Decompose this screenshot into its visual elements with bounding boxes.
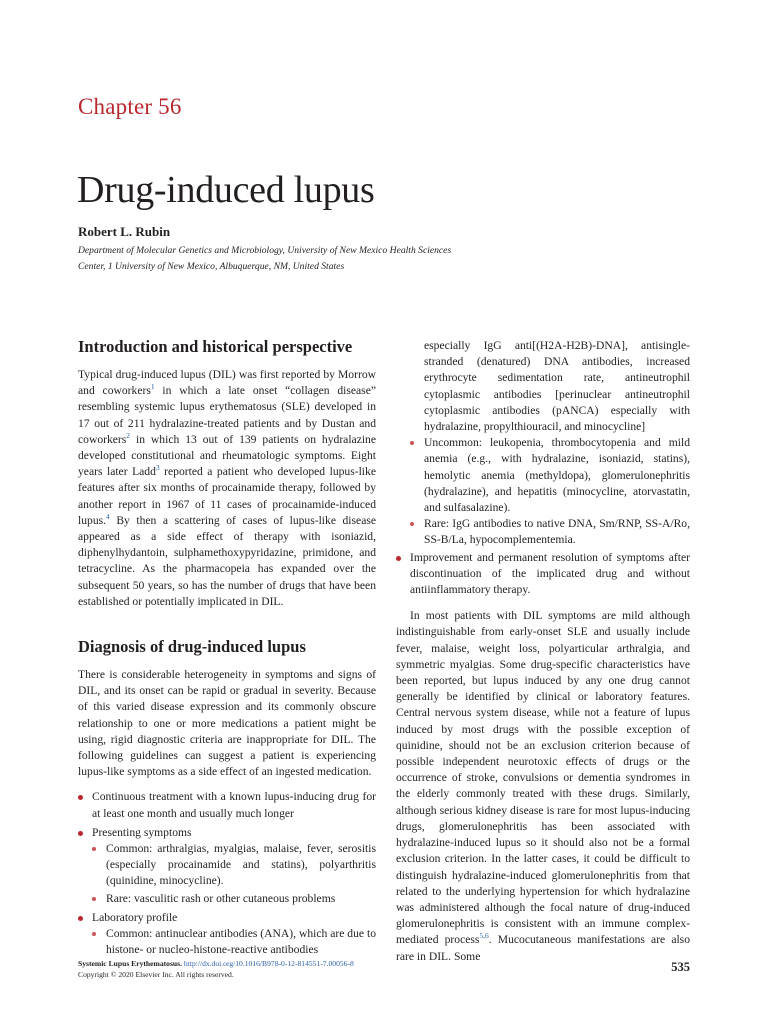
reference-link-4[interactable]: 4 — [106, 511, 110, 521]
sublist — [396, 435, 690, 548]
list-item: Improvement and permanent resolution of symptoms after discontinuation of the implicated drug and without antiinflammatory therapy. — [396, 550, 690, 599]
diagnosis-criteria-list-continued — [396, 550, 690, 599]
bullet-icon — [92, 897, 96, 901]
doi-link[interactable]: http://dx.doi.org/10.1016/B978-0-12-814551-7.00056-8 — [183, 959, 354, 968]
bullet-icon — [410, 441, 414, 445]
list-item: Uncommon: leukopenia, thrombocytopenia and mild anemia (e.g., with hydralazine, isoniazid, statins), hemolytic anemia (methyldopa), glomerulonephritis (hydralazine), and hepatitis (minocycline, atorvastatin, and sulfasalazine). — [410, 435, 690, 516]
article-title: Drug-induced lupus — [77, 169, 375, 211]
sublist — [92, 926, 376, 958]
list-item: Continuous treatment with a known lupus-inducing drug for at least one month and usually much longer — [78, 789, 376, 821]
reference-link-5-6[interactable]: 5,6 — [479, 931, 489, 941]
intro-paragraph: Typical drug-induced lupus (DIL) was first reported by Morrow and coworkers$^1$ in which a late onset “collagen disease” resembling systemic lupus erythematosus (SLE) developed in 17 out of 211 hydralazine-treated patients and by Dustan and coworkers$^2$ in which 13 out of 139 patients on hydralazine developed constitutional and rheumatologic symptoms. Eight years later Ladd$^3$ reported a patient who developed lupus-like features after six months of procainamide therapy, followed by another report in 1967 of 11 cases of procainamide-induced lupus.$^4$ By then a scattering of cases of lupus-like disease appeared as a side effect of therapy with isoniazid, diphenylhydantoin, sulphamethoxypyridazine, primidone, and tetracycline. As the pharmacopeia has expanded over the subsequent 50 years, so has the number of drugs that have been established or potentially implicated in DIL. — [78, 368, 376, 608]
diagnosis-criteria-list — [78, 789, 376, 958]
list-item: Rare: IgG antibodies to native DNA, Sm/RNP, SS-A/Ro, SS-B/La, hypocomplementemia. — [410, 516, 690, 548]
list-item: Common: antinuclear antibodies (ANA), which are due to histone- or nucleo-histone-reactive antibodies — [92, 926, 376, 958]
bullet-icon — [396, 556, 401, 561]
list-continuation — [396, 338, 690, 435]
list-item: Rare: vasculitic rash or other cutaneous problems — [92, 891, 376, 907]
list-item: Common: arthralgias, myalgias, malaise, fever, serositis (especially procainamide and statins), polyarthritis (quinidine, minocycline). — [92, 841, 376, 890]
affiliation-line-2: Center, 1 University of New Mexico, Albuquerque, NM, United States — [78, 261, 345, 272]
body-paragraph: In most patients with DIL symptoms are mild although indistinguishable from early-onset SLE and usually include fever, malaise, weight loss, polyarticular arthralgia, and symmetric myalgias. Some drug-specific characteristics have been reported, but lupus induced by any one drug cannot generally be identified by clinical or laboratory features. Central nervous system disease, while not a feature of lupus induced by most drugs with the possible exception of quinidine, should not be an exclusion criterion because of possible independent neurotoxic effects of drugs or the occurrence of stroke, convulsions or dementia syndromes in the elderly commonly treated with these drugs. Similarly, although serious kidney disease is rare for most lupus-inducing drugs, glomerulonephritis has been associated with hydralazine-induced lupus so it should also not be a formal exclusion criterion. In the latter cases, it could be difficult to distinguish hydralazine-induced glomerulonephritis from that related to the underlying hypertension for which hydralazine was administered although the focal nature of drug-induced glomerulonephritis is consistent with an immune complex-mediated process$^{5,6}$. Mucocutaneous manifestations are also rare in DIL. Some — [396, 609, 690, 963]
list-item: Laboratory profile Common: antinuclear antibodies (ANA), which are due to histone- or nucleo-histone-reactive antibodies — [78, 910, 376, 959]
list-continued-text: especially IgG anti[(H2A-H2B)-DNA], antisingle-stranded (denatured) DNA antibodies, increased erythrocyte sedimentation rate, antineutrophil cytoplasmic antibodies [perinuclear antineutrophil cytoplasmic antibodies (pANCA) especially with hydralazine, propylthiouracil, and minocycline] — [424, 339, 690, 434]
bullet-icon — [410, 522, 414, 526]
diagnosis-paragraph: There is considerable heterogeneity in symptoms and signs of DIL, and its onset can be rapid or gradual in severity. Because of this varied disease expression and its commonly obscure relationship to one or more medications a patient might be using, rigid diagnostic criteria are inappropriate for DIL. The following guidelines can suggest a patient is experiencing lupus-like symptoms as a side effect of an ingested medication. — [78, 668, 376, 779]
chapter-label: Chapter 56 — [78, 94, 182, 119]
section-heading-diagnosis: Diagnosis of drug-induced lupus — [78, 637, 306, 657]
section-heading-introduction: Introduction and historical perspective — [78, 337, 353, 356]
bullet-icon — [78, 831, 83, 836]
affiliation-line-1: Department of Molecular Genetics and Microbiology, University of New Mexico Health Sciences — [78, 245, 452, 256]
bullet-icon — [92, 932, 96, 936]
copyright-notice: Copyright © 2020 Elsevier Inc. All rights reserved. — [78, 970, 234, 979]
reference-link-2[interactable]: 2 — [126, 430, 131, 440]
bullet-icon — [78, 916, 83, 921]
list-item: Presenting symptoms Common: arthralgias, myalgias, malaise, fever, serositis (especially procainamide and statins), polyarthritis (quinidine, minocycline). Rare: vasculitic rash or other cutaneous problems — [78, 825, 376, 907]
sublist — [92, 841, 376, 907]
page-number: 535 — [671, 960, 690, 974]
left-column — [78, 332, 376, 960]
bullet-icon — [92, 847, 96, 851]
journal-name: Systemic Lupus Erythematosus. — [78, 959, 183, 968]
bullet-icon — [78, 795, 83, 800]
author-name: Robert L. Rubin — [78, 224, 171, 239]
right-column — [396, 338, 690, 965]
reference-link-3[interactable]: 3 — [155, 463, 160, 473]
reference-link-1[interactable]: 1 — [150, 382, 155, 392]
footer-citation — [78, 958, 354, 980]
